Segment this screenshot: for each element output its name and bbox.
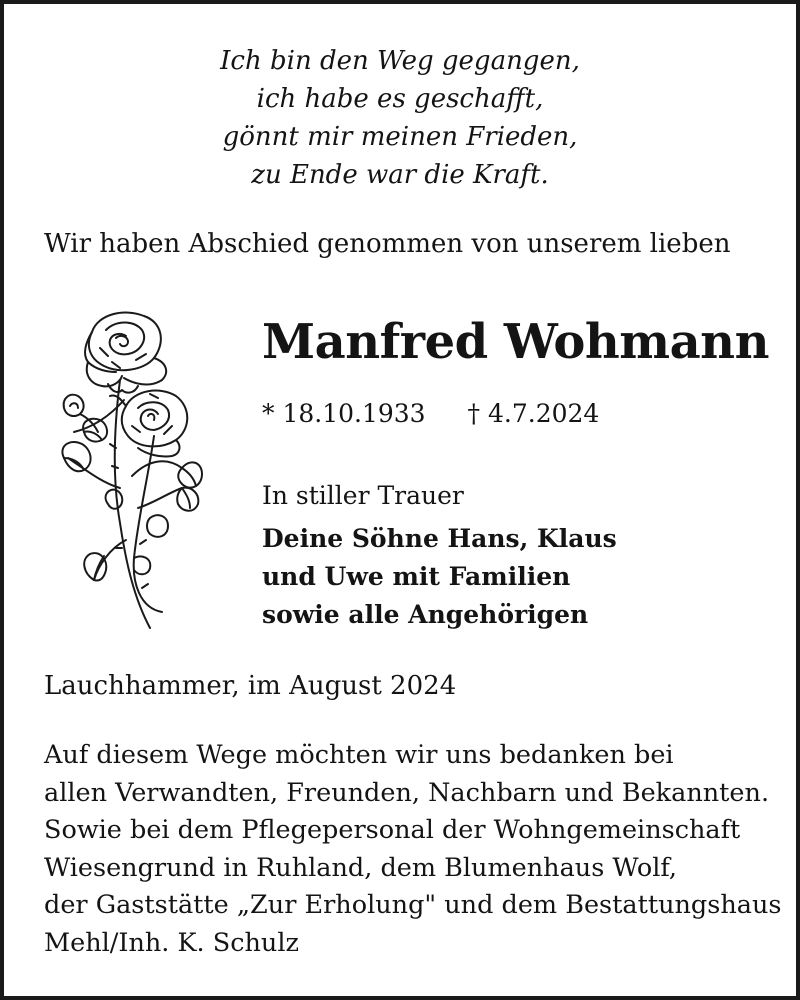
mourner-line: sowie alle Angehörigen bbox=[262, 600, 589, 629]
thanks-text bbox=[44, 737, 782, 962]
mourner-line: und Uwe mit Familien bbox=[262, 562, 571, 591]
rose-illustration-icon bbox=[50, 308, 206, 638]
place-date: Lauchhammer, im August 2024 bbox=[44, 671, 457, 701]
thanks-line: Sowie bei dem Pflegepersonal der Wohngemeinschaft bbox=[44, 815, 741, 845]
thanks-line: Mehl/Inh. K. Schulz bbox=[44, 927, 299, 958]
thanks-line: allen Verwandten, Freunden, Nachbarn und Bekannten. bbox=[44, 777, 770, 808]
life-dates bbox=[262, 397, 599, 431]
thanks-line: der Gaststätte „Zur Erholung" und dem Bestattungshaus bbox=[44, 890, 782, 920]
poem-line: zu Ende war die Kraft. bbox=[251, 160, 549, 190]
poem-line: Ich bin den Weg gegangen, bbox=[220, 46, 580, 76]
poem bbox=[4, 42, 796, 194]
thanks-line: Auf diesem Wege möchten wir uns bedanken bei bbox=[44, 740, 674, 770]
mourning-intro: In stiller Trauer bbox=[262, 481, 464, 510]
mourner-line: Deine Söhne Hans, Klaus bbox=[262, 524, 617, 553]
birth-date: * 18.10.1933 bbox=[262, 399, 426, 428]
deceased-name: Manfred Wohmann bbox=[262, 314, 769, 370]
poem-line: ich habe es geschafft, bbox=[256, 84, 544, 114]
poem-line: gönnt mir meinen Frieden, bbox=[222, 122, 578, 152]
intro-text: Wir haben Abschied genommen von unserem lieben bbox=[44, 229, 731, 259]
death-date: † 4.7.2024 bbox=[467, 399, 600, 428]
thanks-line: Wiesengrund in Ruhland, dem Blumenhaus Wolf, bbox=[44, 852, 678, 883]
mourners bbox=[262, 520, 617, 634]
